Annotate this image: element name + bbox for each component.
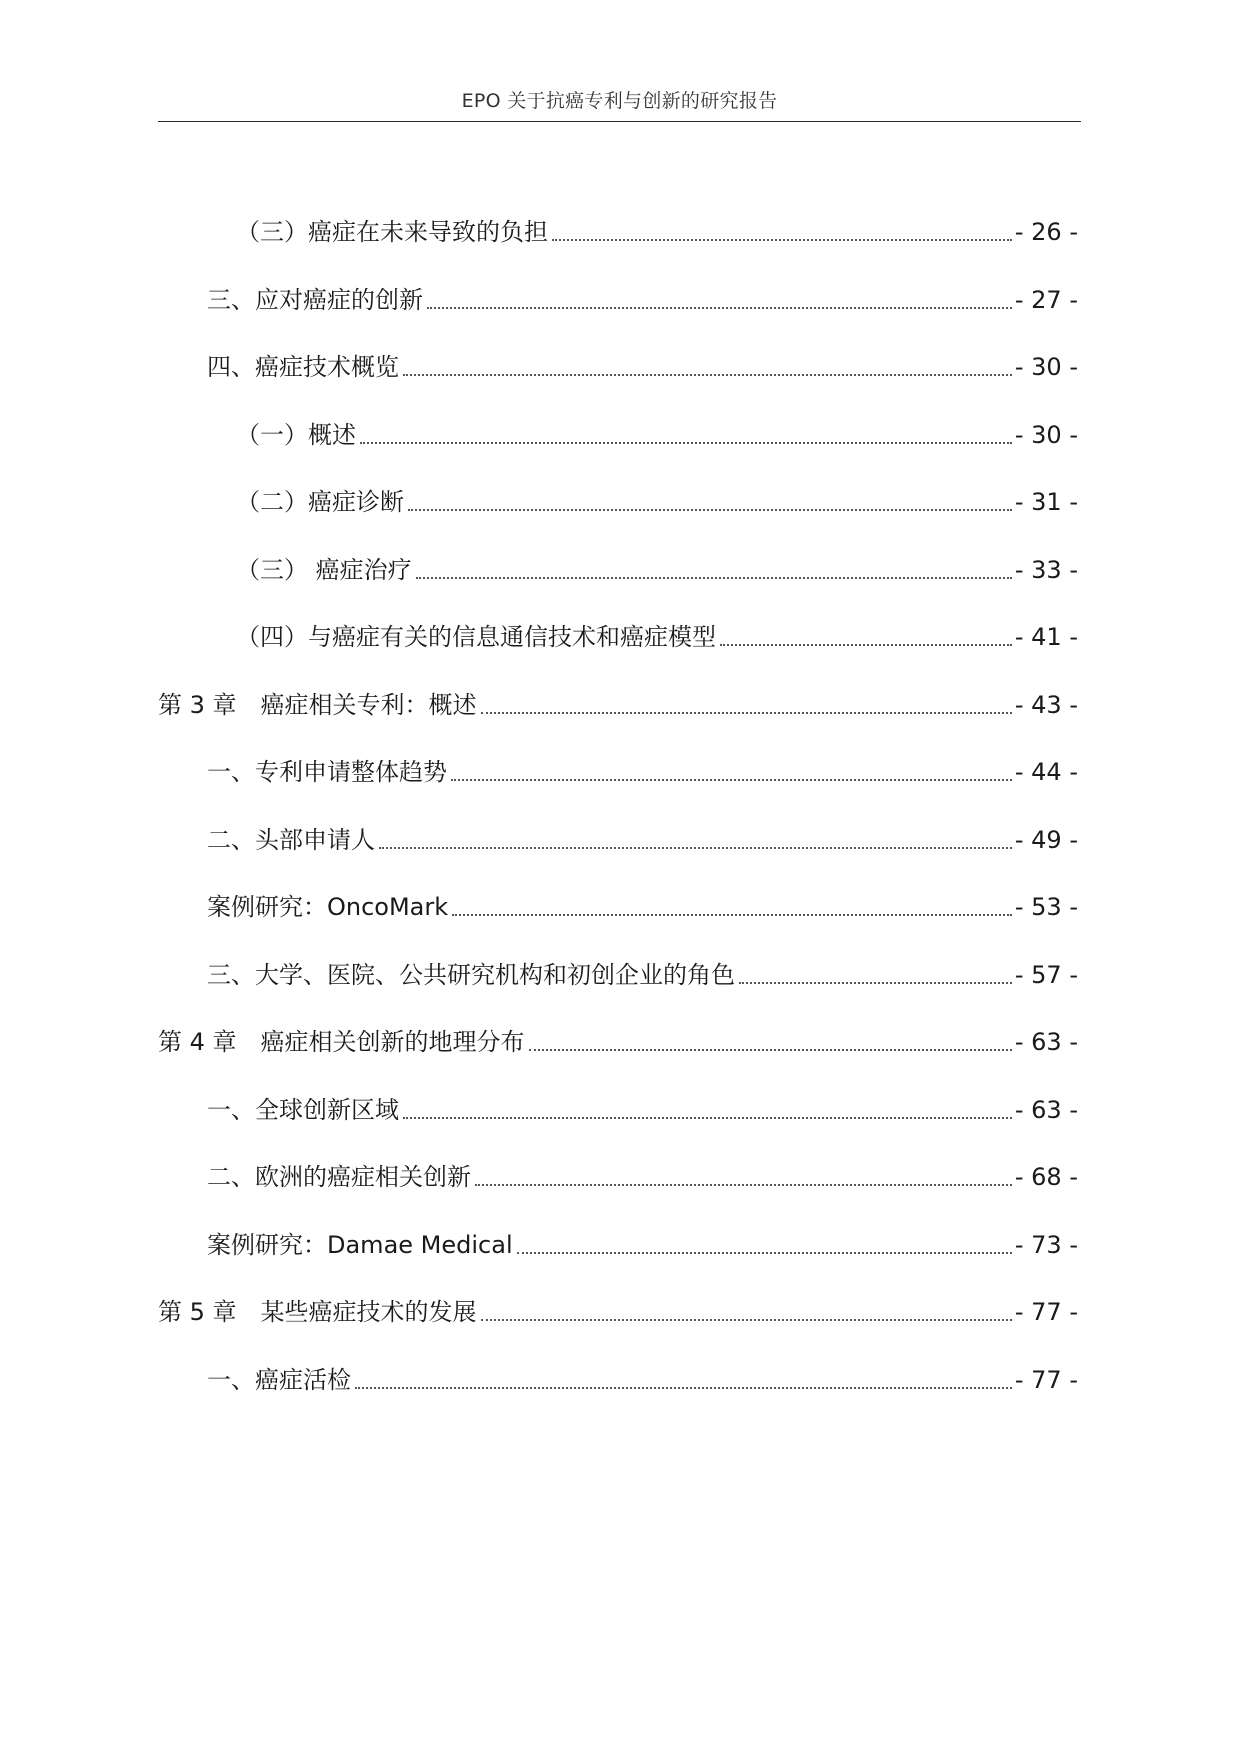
toc-dot-leader (475, 1184, 1012, 1186)
toc-entry-label (207, 280, 423, 320)
toc-entry-label (236, 212, 548, 252)
toc-page-number: - 57 - (1014, 961, 1078, 989)
toc-entry[interactable] (236, 617, 1078, 657)
toc-entry-label (207, 752, 447, 792)
toc-entry[interactable] (207, 955, 1078, 995)
toc-dot-leader (517, 1252, 1012, 1254)
toc-entry-title: 二、头部申请人 (207, 826, 375, 854)
toc-dot-leader (481, 712, 1012, 714)
toc-entry[interactable] (207, 347, 1078, 387)
toc-entry-label (207, 955, 735, 995)
toc-dot-leader (379, 847, 1012, 849)
toc-dot-leader (416, 577, 1012, 579)
toc-entry-title: 二、欧洲的癌症相关创新 (207, 1163, 471, 1191)
toc-entry[interactable] (207, 1090, 1078, 1130)
toc-page-number: - 26 - (1014, 218, 1078, 246)
toc-entry-title: 癌症相关创新的地理分布 (260, 1028, 525, 1056)
toc-entry-label (207, 887, 448, 927)
toc-entry-title: 癌症相关专利：概述 (260, 691, 477, 719)
toc-entry-title: （三） 癌症治疗 (236, 556, 412, 584)
toc-page-number: - 53 - (1014, 893, 1078, 921)
toc-dot-leader (529, 1049, 1012, 1051)
toc-entry-title: 案例研究：OncoMark (207, 893, 449, 921)
toc-entry[interactable] (158, 685, 1078, 725)
toc-entry-title: 四、癌症技术概览 (207, 353, 399, 381)
toc-page-number: - 27 - (1014, 286, 1078, 314)
toc-entry[interactable] (207, 752, 1078, 792)
toc-entry[interactable] (158, 1292, 1078, 1332)
running-header: EPO 关于抗癌专利与创新的研究报告 (461, 90, 778, 112)
toc-entry-label (207, 1225, 513, 1265)
toc-entry[interactable] (158, 1022, 1078, 1062)
toc-page-number: - 68 - (1014, 1163, 1078, 1191)
toc-entry-title: 一、癌症活检 (207, 1366, 351, 1394)
toc-entry-title: （一）概述 (236, 421, 356, 449)
toc-entry[interactable] (207, 887, 1078, 927)
toc-chapter-number: 第 5 章 (158, 1298, 237, 1326)
toc-entry-label (236, 482, 404, 522)
toc-dot-leader (355, 1387, 1012, 1389)
toc-entry[interactable] (236, 212, 1078, 252)
toc-page-number: - 33 - (1014, 556, 1078, 584)
toc-page-number: - 77 - (1014, 1298, 1078, 1326)
toc-entry-title: 三、应对癌症的创新 (207, 286, 423, 314)
toc-dot-leader (427, 307, 1012, 309)
toc-page-number: - 77 - (1014, 1366, 1078, 1394)
toc-entry-label (207, 347, 399, 387)
toc-page-number: - 43 - (1014, 691, 1078, 719)
toc-page-number: - 73 - (1014, 1231, 1078, 1259)
toc-page-number: - 41 - (1014, 623, 1078, 651)
toc-chapter-number: 第 4 章 (158, 1028, 237, 1056)
header-divider (158, 121, 1081, 122)
toc-entry-title: （二）癌症诊断 (236, 488, 404, 516)
toc-entry-title: 一、全球创新区域 (207, 1096, 399, 1124)
toc-entry-label (207, 1090, 399, 1130)
toc-entry[interactable] (207, 820, 1078, 860)
toc-dot-leader (451, 779, 1012, 781)
toc-page-number: - 31 - (1014, 488, 1078, 516)
toc-entry-label (207, 820, 375, 860)
toc-entry-label (158, 685, 477, 725)
toc-page-number: - 63 - (1014, 1028, 1078, 1056)
toc-dot-leader (739, 982, 1012, 984)
toc-entry-title: 三、大学、医院、公共研究机构和初创企业的角色 (207, 961, 735, 989)
toc-chapter-number: 第 3 章 (158, 691, 237, 719)
toc-entry[interactable] (207, 1360, 1078, 1400)
toc-entry[interactable] (207, 1225, 1078, 1265)
toc-entry-title: （四）与癌症有关的信息通信技术和癌症模型 (236, 623, 716, 651)
toc-entry-label (207, 1157, 471, 1197)
toc-entry-title: （三）癌症在未来导致的负担 (236, 218, 548, 246)
toc-entry-label (207, 1360, 351, 1400)
toc-page-number: - 49 - (1014, 826, 1078, 854)
toc-dot-leader (552, 239, 1012, 241)
toc-dot-leader (481, 1319, 1012, 1321)
toc-entry[interactable] (236, 550, 1078, 590)
toc-dot-leader (360, 442, 1012, 444)
toc-entry-label (236, 415, 356, 455)
toc-entry-title: 某些癌症技术的发展 (260, 1298, 477, 1326)
toc-entry-label (236, 550, 412, 590)
toc-dot-leader (452, 914, 1012, 916)
toc-dot-leader (720, 644, 1012, 646)
toc-page-number: - 30 - (1014, 353, 1078, 381)
toc-entry[interactable] (207, 280, 1078, 320)
toc-page-number: - 63 - (1014, 1096, 1078, 1124)
toc-entry-title: 案例研究：Damae Medical (207, 1231, 513, 1259)
toc-dot-leader (403, 374, 1012, 376)
toc-dot-leader (403, 1117, 1012, 1119)
toc-page-number: - 44 - (1014, 758, 1078, 786)
toc-entry-label (158, 1292, 477, 1332)
toc-entry-label (236, 617, 716, 657)
toc-entry[interactable] (207, 1157, 1078, 1197)
toc-entry-label (158, 1022, 525, 1062)
toc-entry[interactable] (236, 415, 1078, 455)
toc-entry-title: 一、专利申请整体趋势 (207, 758, 447, 786)
toc-dot-leader (408, 509, 1012, 511)
toc-page-number: - 30 - (1014, 421, 1078, 449)
toc-entry[interactable] (236, 482, 1078, 522)
